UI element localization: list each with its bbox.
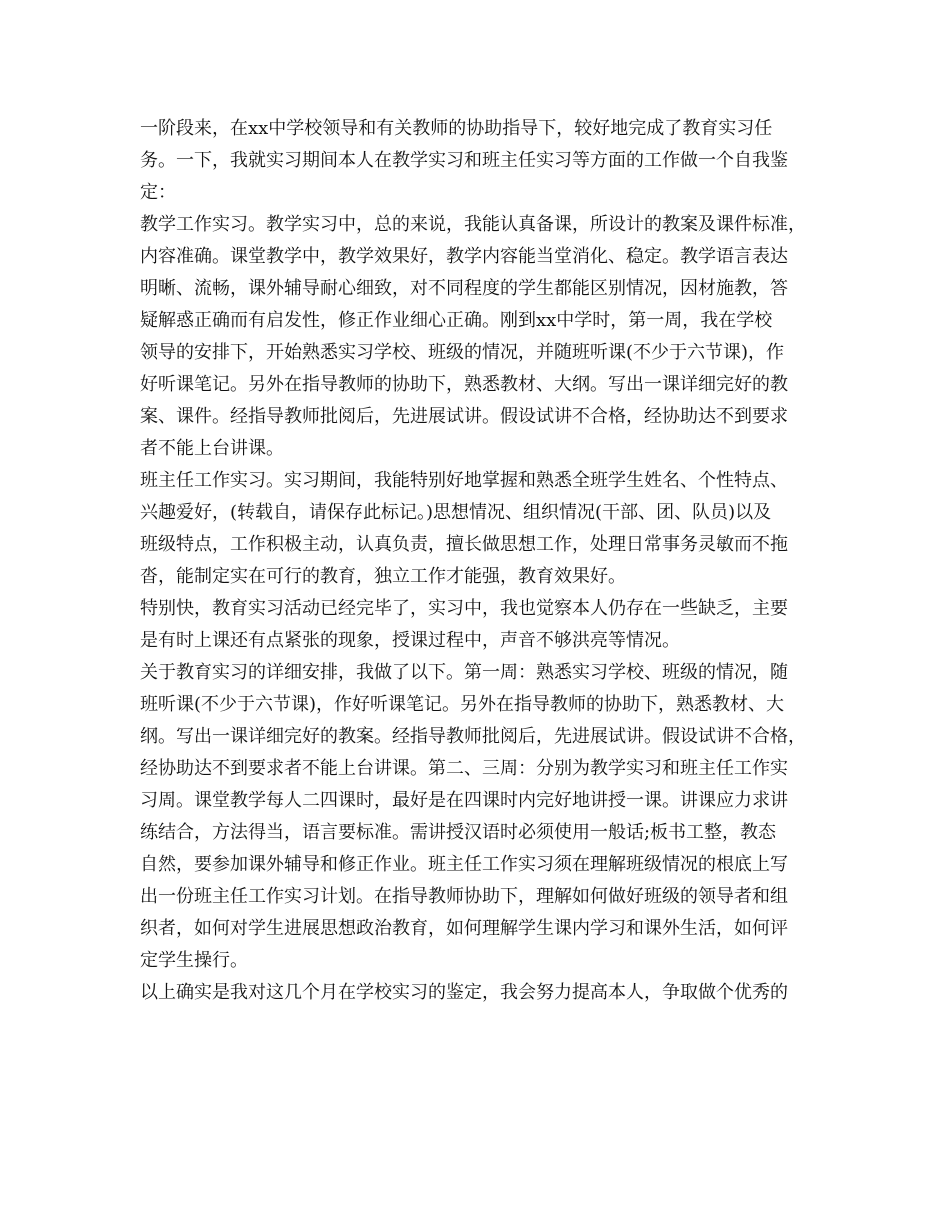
text-line: 纲。写出一课详细完好的教案。经指导教师批阅后，先进展试讲。假设试讲不合格，	[140, 726, 806, 747]
text-line: 经协助达不到要求者不能上台讲课。第二、三周：分别为教学实习和班主任工作实	[140, 758, 788, 779]
text-line: 是有时上课还有点紧张的现象，授课过程中，声音不够洪亮等情况。	[140, 630, 680, 651]
text-line: 习周。课堂教学每人二四课时，最好是在四课时内完好地讲授一课。讲课应力求讲	[140, 790, 788, 811]
text-line: 自然，要参加课外辅导和修正作业。班主任工作实习须在理解班级情况的根底上写	[140, 854, 788, 875]
text-line: 一阶段来，在xx中学校领导和有关教师的协助指导下，较好地完成了教育实习任	[140, 118, 773, 139]
text-line: 织者，如何对学生进展思想政治教育，如何理解学生课内学习和课外生活，如何评	[140, 918, 788, 939]
text-line: 定：	[140, 182, 176, 203]
text-line: 案、课件。经指导教师批阅后，先进展试讲。假设试讲不合格，经协助达不到要求	[140, 406, 788, 427]
text-line: 出一份班主任工作实习计划。在指导教师协助下，理解如何做好班级的领导者和组	[140, 886, 788, 907]
text-line: 关于教育实习的详细安排，我做了以下。第一周：熟悉实习学校、班级的情况，随	[140, 662, 788, 683]
text-line: 好听课笔记。另外在指导教师的协助下，熟悉教材、大纲。写出一课详细完好的教	[140, 374, 788, 395]
document-body	[140, 113, 824, 1009]
text-line: 内容准确。课堂教学中，教学效果好，教学内容能当堂消化、稳定。教学语言表达	[140, 246, 788, 267]
text-line: 以上确实是我对这几个月在学校实习的鉴定，我会努力提高本人，争取做个优秀的	[140, 982, 788, 1003]
text-line: 领导的安排下，开始熟悉实习学校、班级的情况，并随班听课(不少于六节课)，作	[140, 342, 785, 363]
text-line: 沓，能制定实在可行的教育，独立工作才能强，教育效果好。	[140, 566, 626, 587]
text-line: 练结合，方法得当，语言要标准。需讲授汉语时必须使用一般话;板书工整，教态	[140, 822, 777, 843]
text-line: 特别快，教育实习活动已经完毕了，实习中，我也觉察本人仍存在一些缺乏，主要	[140, 598, 788, 619]
text-line: 明晰、流畅，课外辅导耐心细致，对不同程度的学生都能区别情况，因材施教，答	[140, 278, 788, 299]
text-line: 定学生操行。	[140, 950, 248, 971]
text-line: 教学工作实习。教学实习中，总的来说，我能认真备课，所设计的教案及课件标准，	[140, 214, 806, 235]
text-line: 班级特点，工作积极主动，认真负责，擅长做思想工作，处理日常事务灵敏而不拖	[140, 534, 788, 555]
text-line: 班听课(不少于六节课)，作好听课笔记。另外在指导教师的协助下，熟悉教材、大	[140, 694, 785, 715]
text-line: 兴趣爱好，(转载自，请保存此标记。)思想情况、组织情况(干部、团、队员)以及	[140, 502, 772, 523]
text-line: 班主任工作实习。实习期间，我能特别好地掌握和熟悉全班学生姓名、个性特点、	[140, 470, 788, 491]
text-line: 者不能上台讲课。	[140, 438, 284, 459]
text-line: 务。一下，我就实习期间本人在教学实习和班主任实习等方面的工作做一个自我鉴	[140, 150, 788, 171]
text-line: 疑解惑正确而有启发性，修正作业细心正确。刚到xx中学时，第一周，我在学校	[140, 310, 773, 331]
